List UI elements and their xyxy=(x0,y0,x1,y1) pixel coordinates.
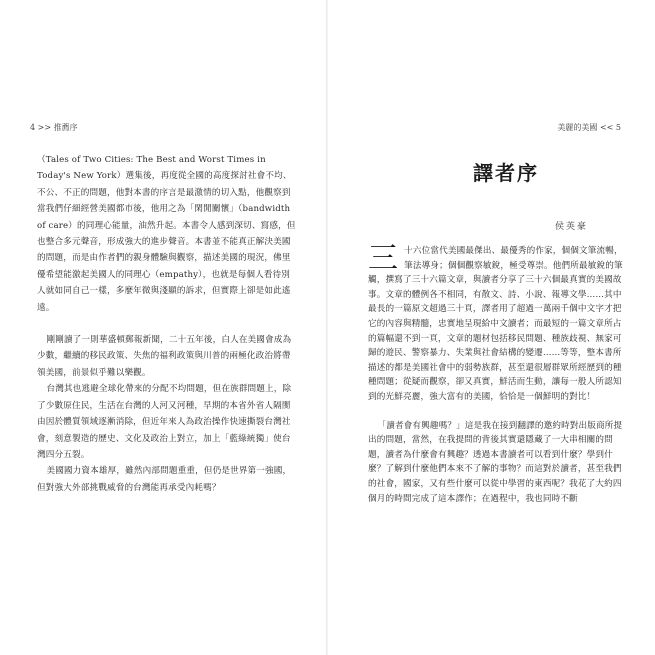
left-page-header: 4 >> 推薦序 xyxy=(30,123,78,132)
right-page-header: 美麗的美國 << 5 xyxy=(557,123,621,132)
left-paragraph-2: 剛剛讀了一則華盛頓郵報新聞，二十五年後，白人在美國會成為少數，繼續的移民政策、失焦的福利政策與川普的兩極化政治將帶領美國，前景似乎難以樂觀。 xyxy=(37,335,292,378)
left-page-body xyxy=(37,152,297,496)
drop-cap: 三 xyxy=(368,241,399,276)
right-paragraph-2: 「讀者會有興趣嗎？」這是我在接到翻譯的邀約時對出版商所提出的問題，當然，在我提問的背後其實還隱藏了一大串相關的問題，讀者為什麼會有興趣？透過本書讀者可以看到什麼？學到什麼？了解到什麼他們本來不了解的事物？而這對於讀者，甚至我們的社會，國家，又有些什麼可以從中學習的東西呢？我花了大約四個月的時間完成了這本譯作；在過程中，我也同時不斷 xyxy=(368,420,623,504)
right-page xyxy=(328,0,655,655)
left-paragraph-4: 美國國力資本雄厚，雖然內部問題重重，但仍是世界第一強國，但對強大外部挑戰威脅的台灣能再承受內耗嗎？ xyxy=(37,466,292,493)
chapter-title: 譯者序 xyxy=(473,161,539,185)
right-page-body xyxy=(368,241,630,506)
right-paragraph-1 xyxy=(368,241,630,405)
left-paragraph-1: （Tales of Two Cities: The Best and Worst Times in Today's New York）選集後，再度從全國的高度探討社會不均、不公、不正的問題，他對本書的序言是最激情的切入點，他觀察到當我們仔細經營美國都市後，他用之為「閑閒關懷」（bandwidth of care）的同理心能量，油然升起。本書令人感到深切、寫感，但也整合多元聲音，形成強大的進步聲音。本書並不能真正解決美國的問題，而是由作者們的親身體驗與觀察，描述美國的現況，佛里優希望能激起美國人的同理心（empathy），也就是每個人看待別人就如同自己一樣，多麼年微與淺顯的訴求，但實際上卻是如此遙遠。 xyxy=(37,155,296,313)
translator-name: 侯英豪 xyxy=(555,222,589,232)
right-paragraph-1-text: 十六位當代美國最傑出、最優秀的作家，個個文筆流暢，筆法導身；個個觀察敏銳，極受尊崇。他們所最敏銳的筆觸，撰寫了三十六篇文章，與讀者分享了三十六個最真實的美國故事。文章的體例各不相同，有散文、詩、小說、報導文學……其中最長的一篇原文超過三十頁，譯者用了超過一萬兩千個中文字才把它的內容與精髓，忠實地呈現給中文讀者；而最短的一篇文章所占的篇幅還不到一頁，文章的題材包括移民問題、種族歧視、無家可歸的遊民、警察暴力、失業與社會結構的變遷……等等，整本書所描述的都是美國社會中的弱勢族群，甚至還很層群眾所經歷到的種種問題；從疑而觀察，卻又真實，鮮活而生動，讓每一般人所認知到的光鮮亮麗，強大富有的美國，恰恰是一個鮮明的對比！ xyxy=(368,246,623,402)
left-paragraph-3: 台灣其也逃避全球化帶來的分配不均問題，但在族群問題上，除了少數原住民，生活在台灣的人河又河種，早期的本省外省人隔閡由因於體質領域逐漸消除，但近年來人為政治操作快速撕裂台灣社會，刻意製造的歷史、文化及政治上對立，加上「藍綠統獨」使台灣四分五裂。 xyxy=(37,384,292,460)
left-page xyxy=(0,0,327,655)
